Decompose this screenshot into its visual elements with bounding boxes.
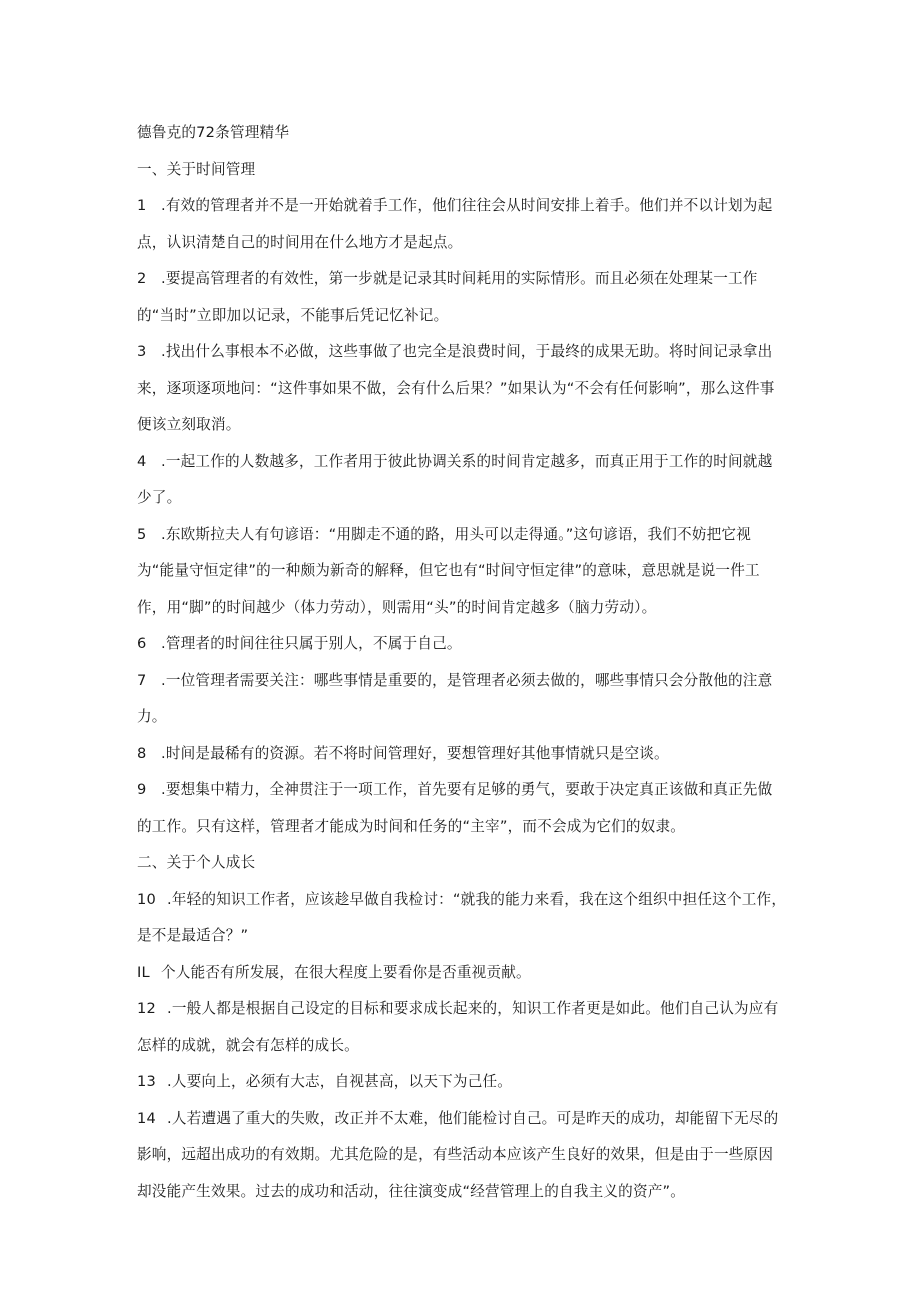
list-item xyxy=(137,444,787,517)
item-number: 9 xyxy=(137,781,147,798)
section-heading-personal-growth: 二、关于个人成长 xyxy=(137,854,256,871)
list-item xyxy=(137,736,787,773)
item-text: .人要向上，必须有大志，自视甚高，以天下为己任。 xyxy=(167,1073,513,1090)
item-number: 4 xyxy=(137,452,147,470)
item-number: 6 xyxy=(137,635,147,652)
item-text: 个人能否有所发展，在很大程度上要看你是否重视贡献。 xyxy=(161,963,531,981)
item-number: 1 xyxy=(137,197,147,214)
item-text: .东欧斯拉夫人有句谚语：“用脚走不通的路，用头可以走得通。”这句谚语，我们不妨把它视为“能量守恒定律”的一种颇为新奇的解释，但它也有“时间守恒定律”的意味，意思就是说一件工作，用“脚”的时间越少（体力劳动），则需用“头”的时间肯定越多（脑力劳动）。 xyxy=(137,525,760,616)
document-title: 德鲁克的72条管理精华 xyxy=(137,124,290,141)
item-number: 12 xyxy=(137,1000,156,1017)
item-number: 13 xyxy=(137,1073,156,1090)
item-number: IL xyxy=(137,963,150,981)
section-heading-time-management: 一、关于时间管理 xyxy=(137,160,256,178)
list-item xyxy=(137,517,787,627)
list-item xyxy=(137,772,787,845)
list-item xyxy=(137,1101,787,1211)
item-text: .一起工作的人数越多，工作者用于彼此协调关系的时间肯定越多，而真正用于工作的时间就越少了。 xyxy=(137,452,773,506)
list-item xyxy=(137,626,787,663)
item-number: 14 xyxy=(137,1109,156,1127)
item-text: .一位管理者需要关注：哪些事情是重要的，是管理者必须去做的，哪些事情只会分散他的注意力。 xyxy=(137,671,773,725)
list-item xyxy=(137,261,787,334)
item-text: .要想集中精力，全神贯注于一项工作，首先要有足够的勇气，要敢于决定真正该做和真正先做的工作。只有这样，管理者才能成为时间和任务的“主宰”，而不会成为它们的奴隶。 xyxy=(137,781,773,835)
item-text: .年轻的知识工作者，应该趁早做自我检讨：“就我的能力来看，我在这个组织中担任这个工作，是不是最适合？” xyxy=(137,890,787,944)
list-item xyxy=(137,882,787,955)
item-text: .有效的管理者并不是一开始就着手工作，他们往往会从时间安排上着手。他们并不以计划为起点，认识清楚自己的时间用在什么地方才是起点。 xyxy=(137,197,773,251)
item-text: .一般人都是根据自己设定的目标和要求成长起来的，知识工作者更是如此。他们自己认为应有怎样的成就，就会有怎样的成长。 xyxy=(137,1000,779,1054)
item-number: 10 xyxy=(137,890,156,908)
list-item xyxy=(137,334,787,444)
list-item xyxy=(137,955,787,992)
item-text: .找出什么事根本不必做，这些事做了也完全是浪费时间，于最终的成果无助。将时间记录拿出来，逐项逐项地问：“这件事如果不做，会有什么后果？”如果认为“不会有任何影响”，那么这件事便该立刻取消。 xyxy=(137,343,775,433)
item-text: .时间是最稀有的资源。若不将时间管理好，要想管理好其他事情就只是空谈。 xyxy=(161,744,669,762)
list-item xyxy=(137,188,787,261)
document-body xyxy=(137,115,787,1210)
list-item xyxy=(137,663,787,736)
item-number: 8 xyxy=(137,744,147,762)
item-number: 5 xyxy=(137,525,147,543)
item-number: 7 xyxy=(137,671,147,689)
list-item xyxy=(137,991,787,1064)
item-number: 3 xyxy=(137,343,147,360)
item-number: 2 xyxy=(137,270,147,287)
item-text: .管理者的时间往往只属于别人，不属于自己。 xyxy=(161,635,462,652)
list-item xyxy=(137,1064,787,1101)
item-text: .要提高管理者的有效性，第一步就是记录其时间耗用的实际情形。而且必须在处理某一工作的“当时”立即加以记录，不能事后凭记忆补记。 xyxy=(137,270,758,324)
item-text: .人若遭遇了重大的失败，改正并不太难，他们能检讨自己。可是昨天的成功，却能留下无尽的影响，远超出成功的有效期。尤其危险的是，有些活动本应该产生良好的效果，但是由于一些原因却没能产生效果。过去的成功和活动，往往演变成“经营管理上的自我主义的资产”。 xyxy=(137,1109,779,1200)
